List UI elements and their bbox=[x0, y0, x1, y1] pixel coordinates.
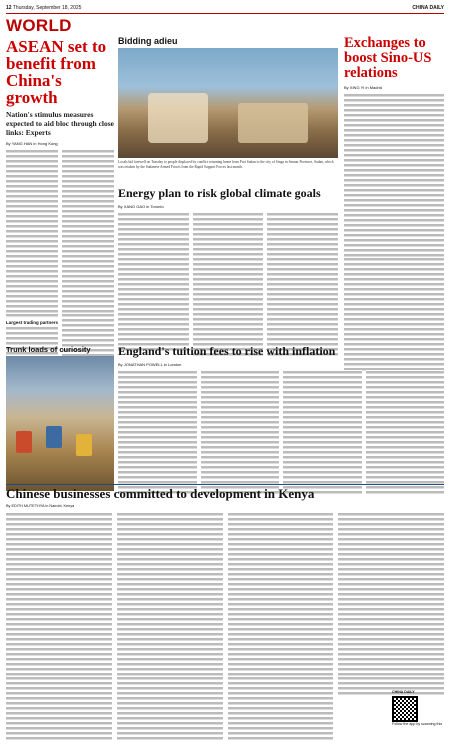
promo-label: CHINA DAILY bbox=[392, 690, 415, 694]
trunk-photo[interactable] bbox=[6, 356, 114, 491]
lead-deck: Nation's stimulus measures expected to aid bloc through close links: Experts bbox=[6, 110, 114, 137]
lead-byline: By YANG HAN in Hong Kong bbox=[6, 141, 58, 146]
energy-headline[interactable]: Energy plan to risk global climate goals bbox=[118, 186, 321, 200]
bidding-adieu-photo-block bbox=[118, 36, 338, 169]
lead-subhead: Largest trading partners bbox=[6, 320, 59, 326]
uk-byline: By JONATHAN POWELL in London bbox=[118, 362, 182, 367]
energy-body bbox=[118, 212, 338, 357]
lead-body-col-2 bbox=[62, 149, 114, 376]
qr-code-icon[interactable] bbox=[392, 696, 418, 722]
news-photo[interactable] bbox=[118, 48, 338, 158]
energy-article bbox=[118, 187, 338, 357]
page-number: 12 bbox=[6, 5, 12, 11]
issue-date: Thursday, September 18, 2025 bbox=[12, 5, 82, 11]
kenya-headline[interactable]: Chinese businesses committed to development in Kenya bbox=[6, 486, 315, 501]
uk-article bbox=[118, 345, 444, 495]
lead-article bbox=[6, 38, 114, 376]
trunk-photo-block bbox=[6, 345, 114, 491]
exchanges-headline[interactable]: Exchanges to boost Sino-US relations bbox=[344, 35, 432, 81]
kenya-article bbox=[6, 487, 444, 741]
energy-byline: By XANG GAO in Toronto bbox=[118, 204, 164, 209]
section-divider bbox=[6, 484, 444, 485]
photo-title: Bidding adieu bbox=[118, 36, 178, 46]
masthead: CHINA DAILY bbox=[412, 5, 444, 11]
section-title: WORLD bbox=[6, 16, 72, 35]
lead-headline[interactable]: ASEAN set to benefit from China's growth bbox=[6, 37, 107, 107]
lead-body-col-1 bbox=[6, 149, 58, 376]
trunk-title: Trunk loads of curiosity bbox=[6, 345, 91, 354]
promo-text: Follow the app by scanning this bbox=[392, 722, 443, 726]
uk-headline[interactable]: England's tuition fees to rise with inflation bbox=[118, 344, 336, 358]
lead-body bbox=[6, 149, 114, 376]
photo-caption: Locals bid farewell on Tuesday to people displaced by conflict returning home from Port Sudan to the city of Singa in Sennar Province, Sudan, which was retaken by the Sudanese Armed Forces from the Rapid Support Forces last month. bbox=[118, 160, 334, 169]
header-rule bbox=[6, 13, 444, 14]
exchanges-byline: By XING YI in Madrid bbox=[344, 85, 382, 90]
exchanges-article bbox=[344, 36, 444, 372]
kenya-byline: By EDITH MUTETHYA in Nairobi, Kenya bbox=[6, 504, 75, 508]
app-promo bbox=[392, 690, 444, 726]
